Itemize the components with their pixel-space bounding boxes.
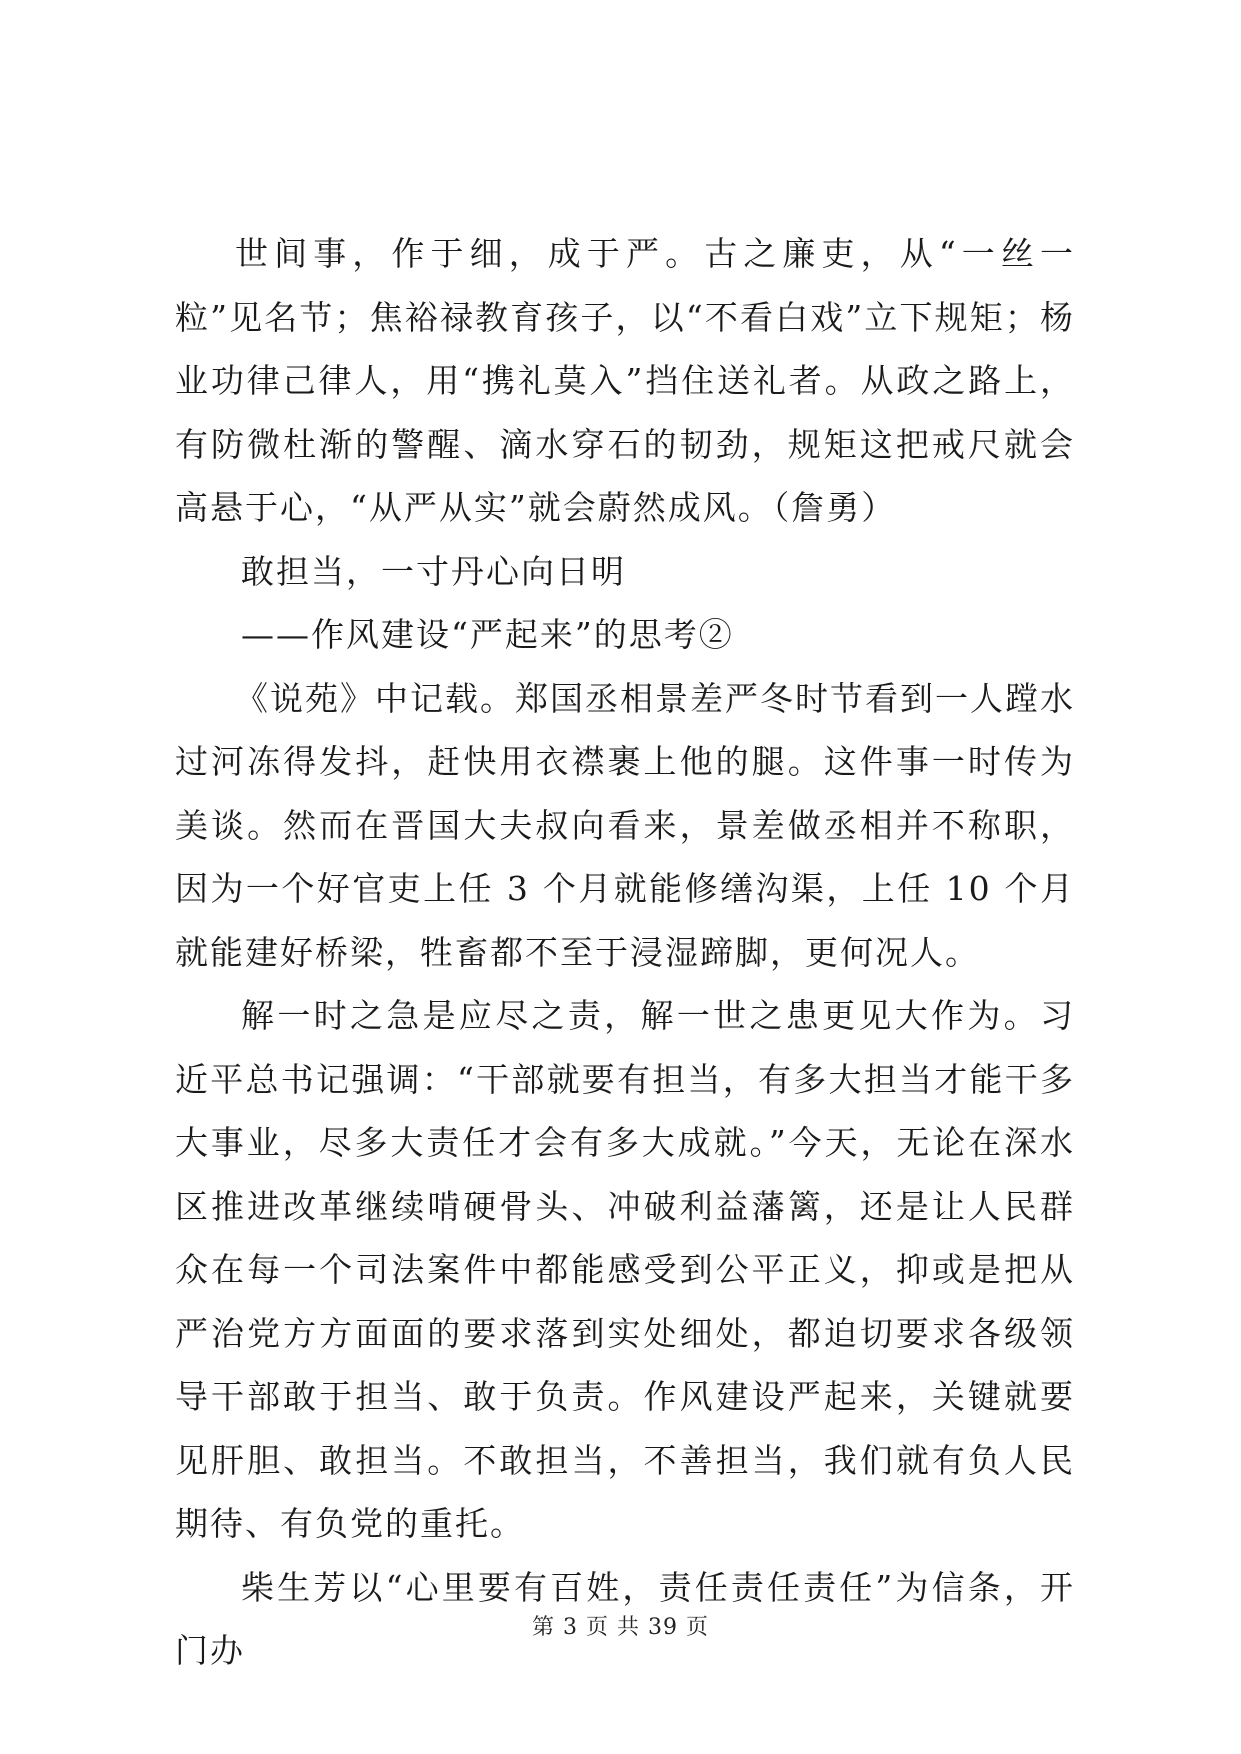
page-footer: 第 3 页 共 39 页 [532,1615,709,1640]
paragraph: 世间事，作于细，成于严。古之廉吏，从“一丝一粒”见名节；焦裕禄教育孩子，以“不看白戏”立下规矩；杨业功律己律人，用“携礼莫入”挡住送礼者。从政之路上，有防微杜渐的警醒、滴水穿石的韧劲，规矩这把戒尺就会高悬于心，“从严从实”就会蔚然成风。（詹勇） [175,234,1075,527]
section-title: 敢担当，一寸丹心向日明 [241,551,626,591]
section-subtitle: ——作风建设“严起来”的思考② [241,615,734,654]
paragraph: 《说苑》中记载。郑国丞相景差严冬时节看到一人蹚水过河冻得发抖，赶快用衣襟裹上他的腿。这件事一时传为美谈。然而在晋国大夫叔向看来，景差做丞相并不称职，因为一个好官吏上任 3 个月就能修缮沟渠，上任 10 个月就能建好桥梁，牲畜都不至于浸湿蹄脚，更何况人。 [175,678,1075,972]
paragraph: 解一时之急是应尽之责，解一世之患更见大作为。习近平总书记强调：“干部就要有担当，有多大担当才能干多大事业，尽多大责任才会有多大成就。”今天，无论在深水区推进改革继续啃硬骨头、冲破利益藩篱，还是让人民群众在每一个司法案件中都能感受到公平正义，抑或是把从严治党方方面面的要求落到实处细处，都迫切要求各级领导干部敢于担当、敢于负责。作风建设严起来，关键就要见肝胆、敢担当。不敢担当，不善担当，我们就有负人民期待、有负党的重托。 [175,996,1075,1543]
document-body [175,222,1075,1683]
paragraph: 柴生芳以“心里要有百姓，责任责任责任”为信条，开门办 [175,1567,1075,1670]
